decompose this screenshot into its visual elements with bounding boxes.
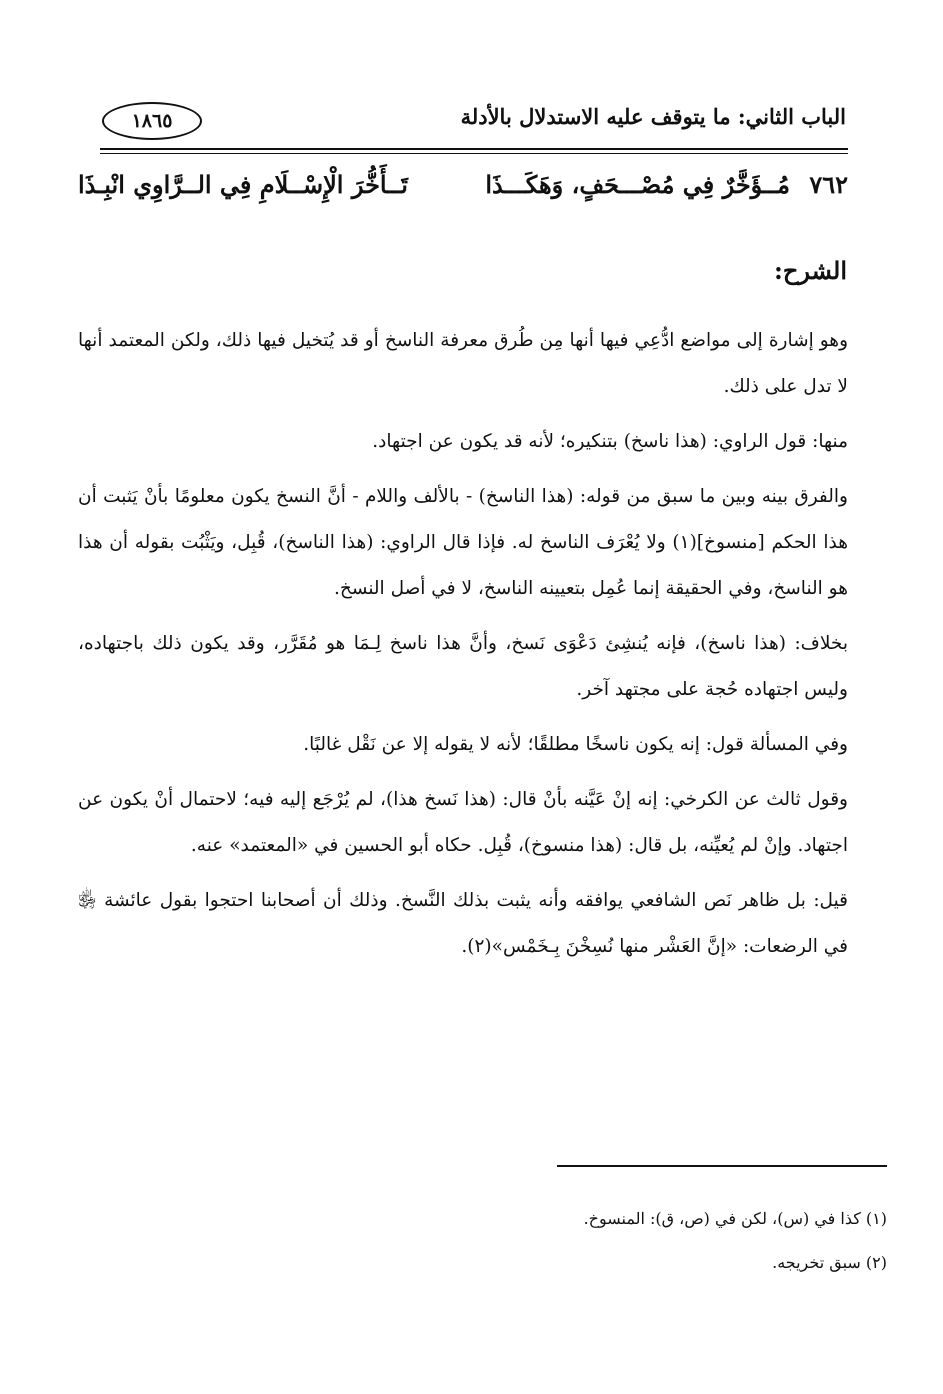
paragraph: وهو إشارة إلى مواضع ادُّعِي فيها أنها مِن طُرق معرفة الناسخ أو قد يُتخيل فيها ذلك، ولكن المعتمد أنها لا تدل على ذلك. xyxy=(78,330,848,397)
footnote: (١) كذا في (س)، لكن في (ص، ق): المنسوخ. xyxy=(583,1209,887,1228)
paragraph: وقول ثالث عن الكرخي: إنه إنْ عَيَّنه بأنْ قال: (هذا نَسخ هذا)، لم يُرْجَع إليه فيه؛ لاحتمال أنْ يكون عن اجتهاد. وإنْ لم يُعيِّنه، بل قال: (هذا منسوخ)، قُبِل. حكاه أبو الحسين في «المعتمد» عنه. xyxy=(78,789,848,856)
paragraph: بخلاف: (هذا ناسخ)، فإنه يُنشِئ دَعْوَى نَسخ، وأنَّ هذا ناسخ لِـمَا هو مُقَرَّر، وقد يكون ذلك باجتهاده، وليس اجتهاده حُجة على مجتهد آخر. xyxy=(78,633,848,700)
section-heading: الشرح: xyxy=(774,256,847,285)
body-text xyxy=(78,318,848,979)
verse-second-hemistich: تَــأَخُّرَ الْإِسْــلَامِ فِي الــرَّاوِي انْبِـذَا xyxy=(78,170,408,199)
header-rule xyxy=(100,148,848,150)
paragraph: قيل: بل ظاهر نَص الشافعي يوافقه وأنه يثبت بذلك النَّسخ. وذلك أن أصحابنا احتجوا بقول عائشة ﵂ في الرضعات: «إنَّ العَشْر منها نُسِخْنَ بِـخَمْس»(٢). xyxy=(78,890,848,957)
header-rule-thin xyxy=(100,153,848,154)
paragraph: وفي المسألة قول: إنه يكون ناسخًا مطلقًا؛ لأنه لا يقوله إلا عن نَقْل غالبًا. xyxy=(303,734,848,755)
verse-first-hemistich: مُــؤَخَّرٌ فِي مُصْـــحَفٍ، وَهَكَـــذَا xyxy=(485,170,790,199)
footnotes xyxy=(127,1197,887,1285)
chapter-title: الباب الثاني: ما يتوقف عليه الاستدلال بالأدلة xyxy=(460,104,846,129)
verse-number: ٧٦٢ xyxy=(809,170,848,199)
footnote-rule xyxy=(557,1165,887,1167)
footnote: (٢) سبق تخريجه. xyxy=(772,1253,887,1272)
paragraph: منها: قول الراوي: (هذا ناسخ) بتنكيره؛ لأنه قد يكون عن اجتهاد. xyxy=(372,431,848,452)
page-number: ١٨٦٥ xyxy=(102,102,202,140)
paragraph: والفرق بينه وبين ما سبق من قوله: (هذا الناسخ) - بالألف واللام - أنَّ النسخ يكون معلومًا بأنْ يَثبت أن هذا الحكم [منسوخ](١) ولا يُعْرَف الناسخ له. فإذا قال الراوي: (هذا الناسخ)، قُبِل، ويَثْبُت بقوله أن هذا هو الناسخ، وفي الحقيقة إنما عُمِل بتعيينه الناسخ، لا في أصل النسخ. xyxy=(78,486,849,599)
running-header xyxy=(102,100,846,146)
verse-line xyxy=(78,170,848,210)
